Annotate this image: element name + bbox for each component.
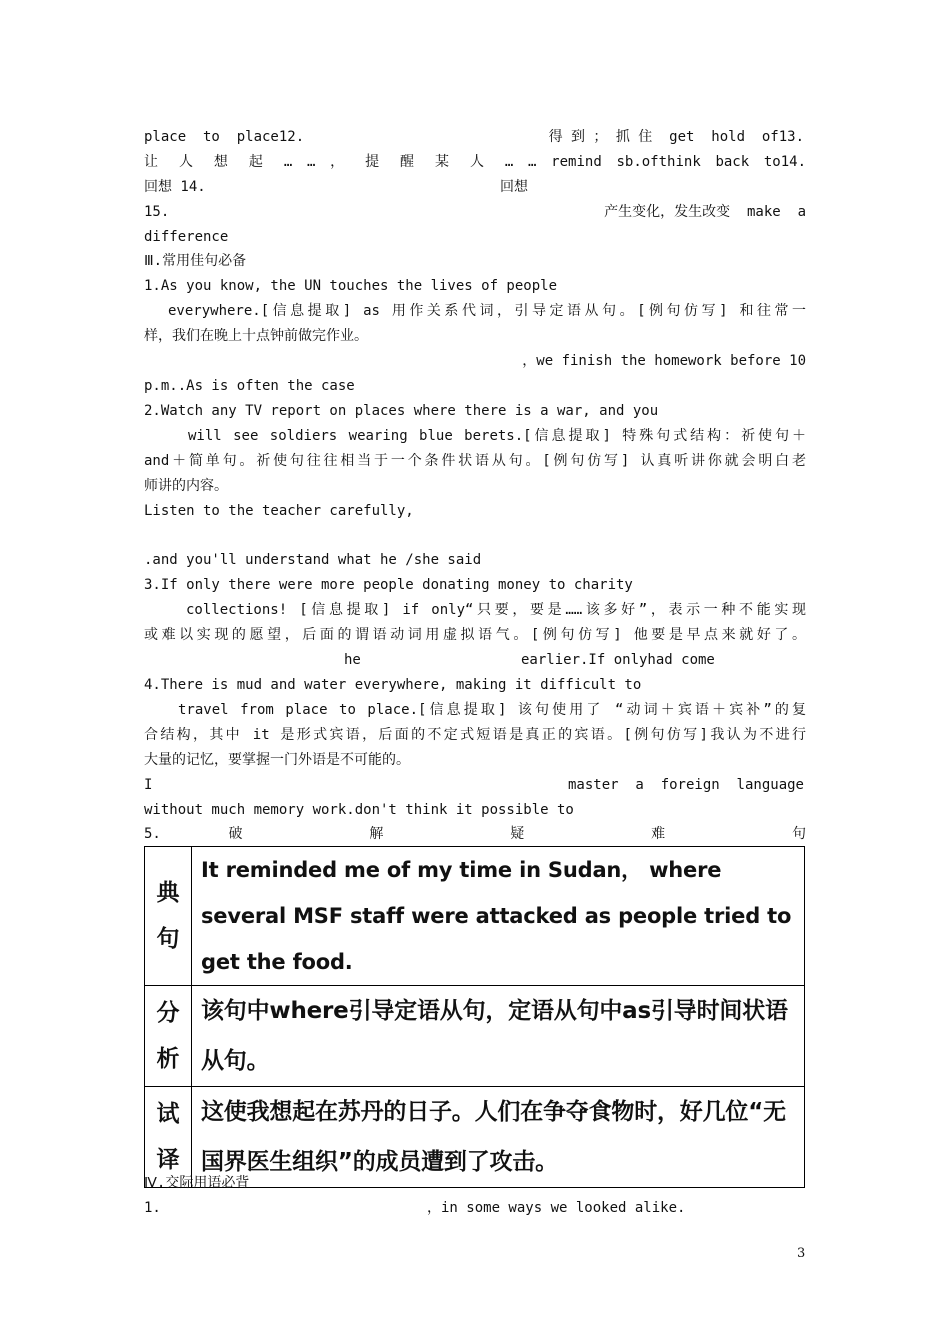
text-line: he [344, 652, 361, 668]
text-line: 2.Watch any TV report on places where there is a war, and you [144, 403, 659, 419]
text-line: 15. [144, 204, 170, 220]
text-line: 大量的记忆，要掌握一门外语是不可能的。 [144, 752, 410, 768]
text-line: will see soldiers wearing blue berets.[信息提取] 特殊句式结构：祈使句＋ [188, 428, 806, 444]
text-line: collections! [信息提取] if only“只要，要是……该多好”，表示一种不能实现 [186, 602, 806, 618]
text-line: 师讲的内容。 [144, 478, 228, 494]
text-line: 或难以实现的愿望，后面的谓语动词用虚拟语气。[例句仿写] 他要是早点来就好了。 [144, 627, 806, 643]
row-text: It reminded me of my time in Sudan， where several MSF staff were attacked as people tried to get the food. [192, 847, 805, 986]
row-text: 该句中where引导定语从句，定语从句中as引导时间状语从句。 [192, 986, 805, 1087]
text-line: difference [144, 229, 229, 245]
row-label: 典 句 [145, 847, 192, 986]
text-line: 4.There is mud and water everywhere, making it difficult to [144, 677, 642, 693]
text-line: without much memory work.don't think it possible to [144, 802, 574, 818]
text-line: 回想 [500, 179, 528, 195]
text-line: 得 到 ； 抓 住 get hold of13. [548, 129, 804, 145]
text-line: place to place12. [144, 129, 305, 145]
text-line: p.m..As is often the case [144, 378, 355, 394]
analysis-table [144, 846, 805, 1188]
text-line: Listen to the teacher carefully, [144, 503, 414, 519]
text-line: 合结构，其中 it 是形式宾语，后面的不定式短语是真正的宾语。[例句仿写]我认为不进行 [144, 727, 806, 743]
text-line: 样，我们在晚上十点钟前做完作业。 [144, 328, 368, 344]
text-line: ，in some ways we looked alike. [427, 1200, 686, 1216]
text-line: earlier.If onlyhad come [521, 652, 715, 668]
text-line: 5. 破 解 疑 难 句 [144, 826, 806, 842]
text-line: 回想 14. [144, 179, 206, 195]
text-line: and＋简单句。祈使句往往相当于一个条件状语从句。[例句仿写] 认真听讲你就会明白老 [144, 453, 806, 469]
text-line: 让 人 想 起 … … ， 提 醒 某 人 … … remind sb.ofthink back to14. [144, 154, 806, 170]
row-label: 分 析 [145, 986, 192, 1087]
table-row [145, 847, 805, 986]
text-line: master a foreign language [567, 777, 804, 793]
text-line: travel from place to place.[信息提取] 该句使用了 “动词＋宾语＋宾补”的复 [178, 702, 806, 718]
text-line: I [144, 777, 153, 793]
section-heading: Ⅲ.常用佳句必备 [144, 253, 247, 269]
text-line: 1.As you know, the UN touches the lives of people [144, 278, 558, 294]
text-line: .and you'll understand what he /she said [144, 552, 482, 568]
text-line: everywhere.[信息提取] as 用作关系代词，引导定语从句。[例句仿写] 和往常一 [168, 303, 806, 319]
page-number: 3 [797, 1246, 806, 1261]
text-line: 1. [144, 1200, 161, 1216]
row-text: 这使我想起在苏丹的日子。人们在争夺食物时，好几位“无国界医生组织”的成员遭到了攻击。 [192, 1087, 805, 1188]
text-line: 3.If only there were more people donating money to charity [144, 577, 633, 593]
section-heading: Ⅳ.交际用语必背 [144, 1175, 250, 1191]
row-label: 试 译 [145, 1087, 192, 1188]
text-line: ，we finish the homework before 10 [522, 353, 806, 369]
table-row [145, 986, 805, 1087]
text-line: 产生变化，发生改变 make a [604, 204, 806, 220]
